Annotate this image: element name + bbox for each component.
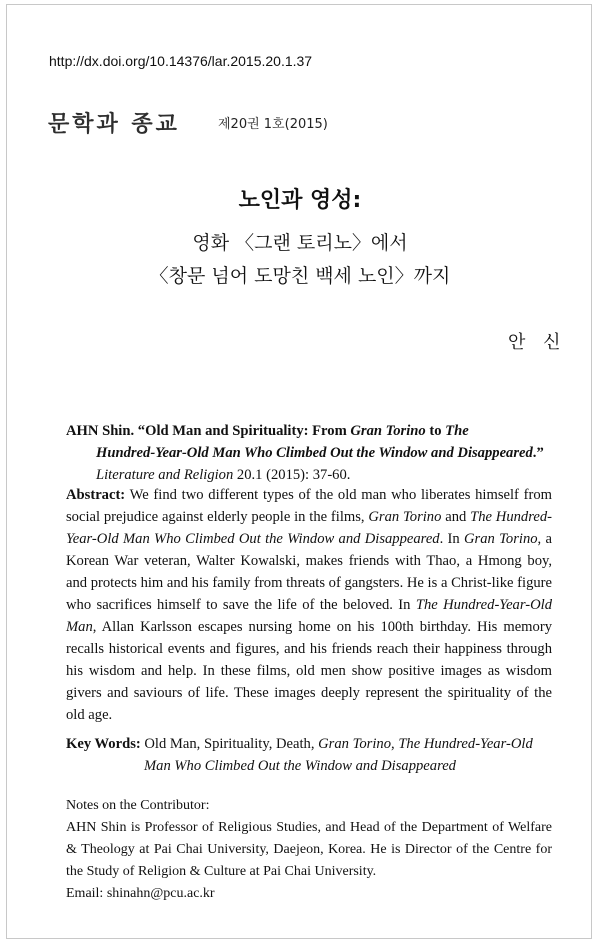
abstract-text-4: , a Korean War veteran, Walter Kowalski, makes friends with Thao, a Hmong boy, and protects him and his family from threats of gangsters. He is a Christ-like figure who sacrifices himself to save the life of the beloved. In bbox=[66, 531, 552, 613]
keyword-film-2-rest: Man Who Climbed Out the Window and Disappeared bbox=[144, 758, 456, 774]
citation-mid: to bbox=[425, 423, 446, 439]
title-line-3: 〈창문 넘어 도망친 백세 노인〉까지 bbox=[149, 265, 451, 287]
abstract-film-4: The Hundred-Year-Old Man bbox=[66, 597, 552, 635]
notes-bio: AHN Shin is Professor of Religious Studies, and Head of the Department of Welfare & Theology at Pai Chai University, Daejeon, Korea. He is Director of the Centre for the Study of Religion & Culture at Pai Chai University. bbox=[66, 820, 552, 879]
abstract-text-1: We find two different types of the old man who liberates himself from social prejudice against elderly people in the films, bbox=[66, 487, 552, 525]
doi-link[interactable]: http://dx.doi.org/10.14376/lar.2015.20.1.37 bbox=[49, 53, 313, 69]
citation-film-2-start: The bbox=[445, 423, 469, 439]
abstract-film-3: Gran Torino bbox=[464, 531, 538, 547]
keywords-plain: Old Man, Spirituality, Death, bbox=[140, 736, 319, 752]
citation-title-prefix: “Old Man and Spirituality: From bbox=[137, 423, 351, 439]
volume-issue: 제20권 1호(2015) bbox=[218, 117, 328, 132]
abstract-text-3: . In bbox=[439, 531, 465, 547]
abstract-text-2: and bbox=[441, 509, 471, 525]
abstract-film-1: Gran Torino bbox=[368, 509, 442, 525]
abstract bbox=[66, 484, 552, 726]
author-name: 안 신 bbox=[508, 332, 567, 353]
notes-email[interactable]: Email: shinahn@pcu.ac.kr bbox=[66, 886, 215, 901]
keywords bbox=[66, 733, 552, 777]
citation-film-2-rest: Hundred-Year-Old Man Who Climbed Out the Window and Disappeared bbox=[96, 445, 533, 461]
citation-author: AHN Shin. bbox=[66, 423, 135, 439]
citation-journal: Literature and Religion bbox=[96, 467, 234, 483]
keyword-film-2-start: The Hundred-Year-Old bbox=[398, 736, 533, 752]
contributor-notes bbox=[66, 795, 552, 905]
keywords-label: Key Words: bbox=[66, 736, 141, 752]
citation-end-quote: .” bbox=[532, 445, 544, 461]
citation bbox=[66, 420, 552, 486]
title-line-2: 영화 〈그랜 토리노〉에서 bbox=[192, 232, 408, 254]
journal-logo: 문학과 종교 bbox=[48, 112, 180, 137]
keywords-separator: , bbox=[391, 736, 399, 752]
abstract-label: Abstract: bbox=[66, 487, 126, 503]
abstract-film-2: The Hundred-Year-Old Man Who Climbed Out the Window and Disappeared bbox=[66, 509, 552, 547]
notes-heading: Notes on the Contributor: bbox=[66, 798, 210, 813]
keyword-film-1: Gran Torino bbox=[318, 736, 392, 752]
citation-details: 20.1 (2015): 37-60. bbox=[233, 467, 351, 483]
citation-film-1: Gran Torino bbox=[350, 423, 426, 439]
title-line-1: 노인과 영성: bbox=[238, 188, 362, 213]
abstract-text-5: , Allan Karlsson escapes nursing home on his 100th birthday. His memory recalls historical events and figures, and his friends reach their happiness through his wisdom and help. In these films, old men show positive images as wisdom givers and saviours of life. These images deeply represent the spirituality of the old age. bbox=[66, 619, 552, 723]
